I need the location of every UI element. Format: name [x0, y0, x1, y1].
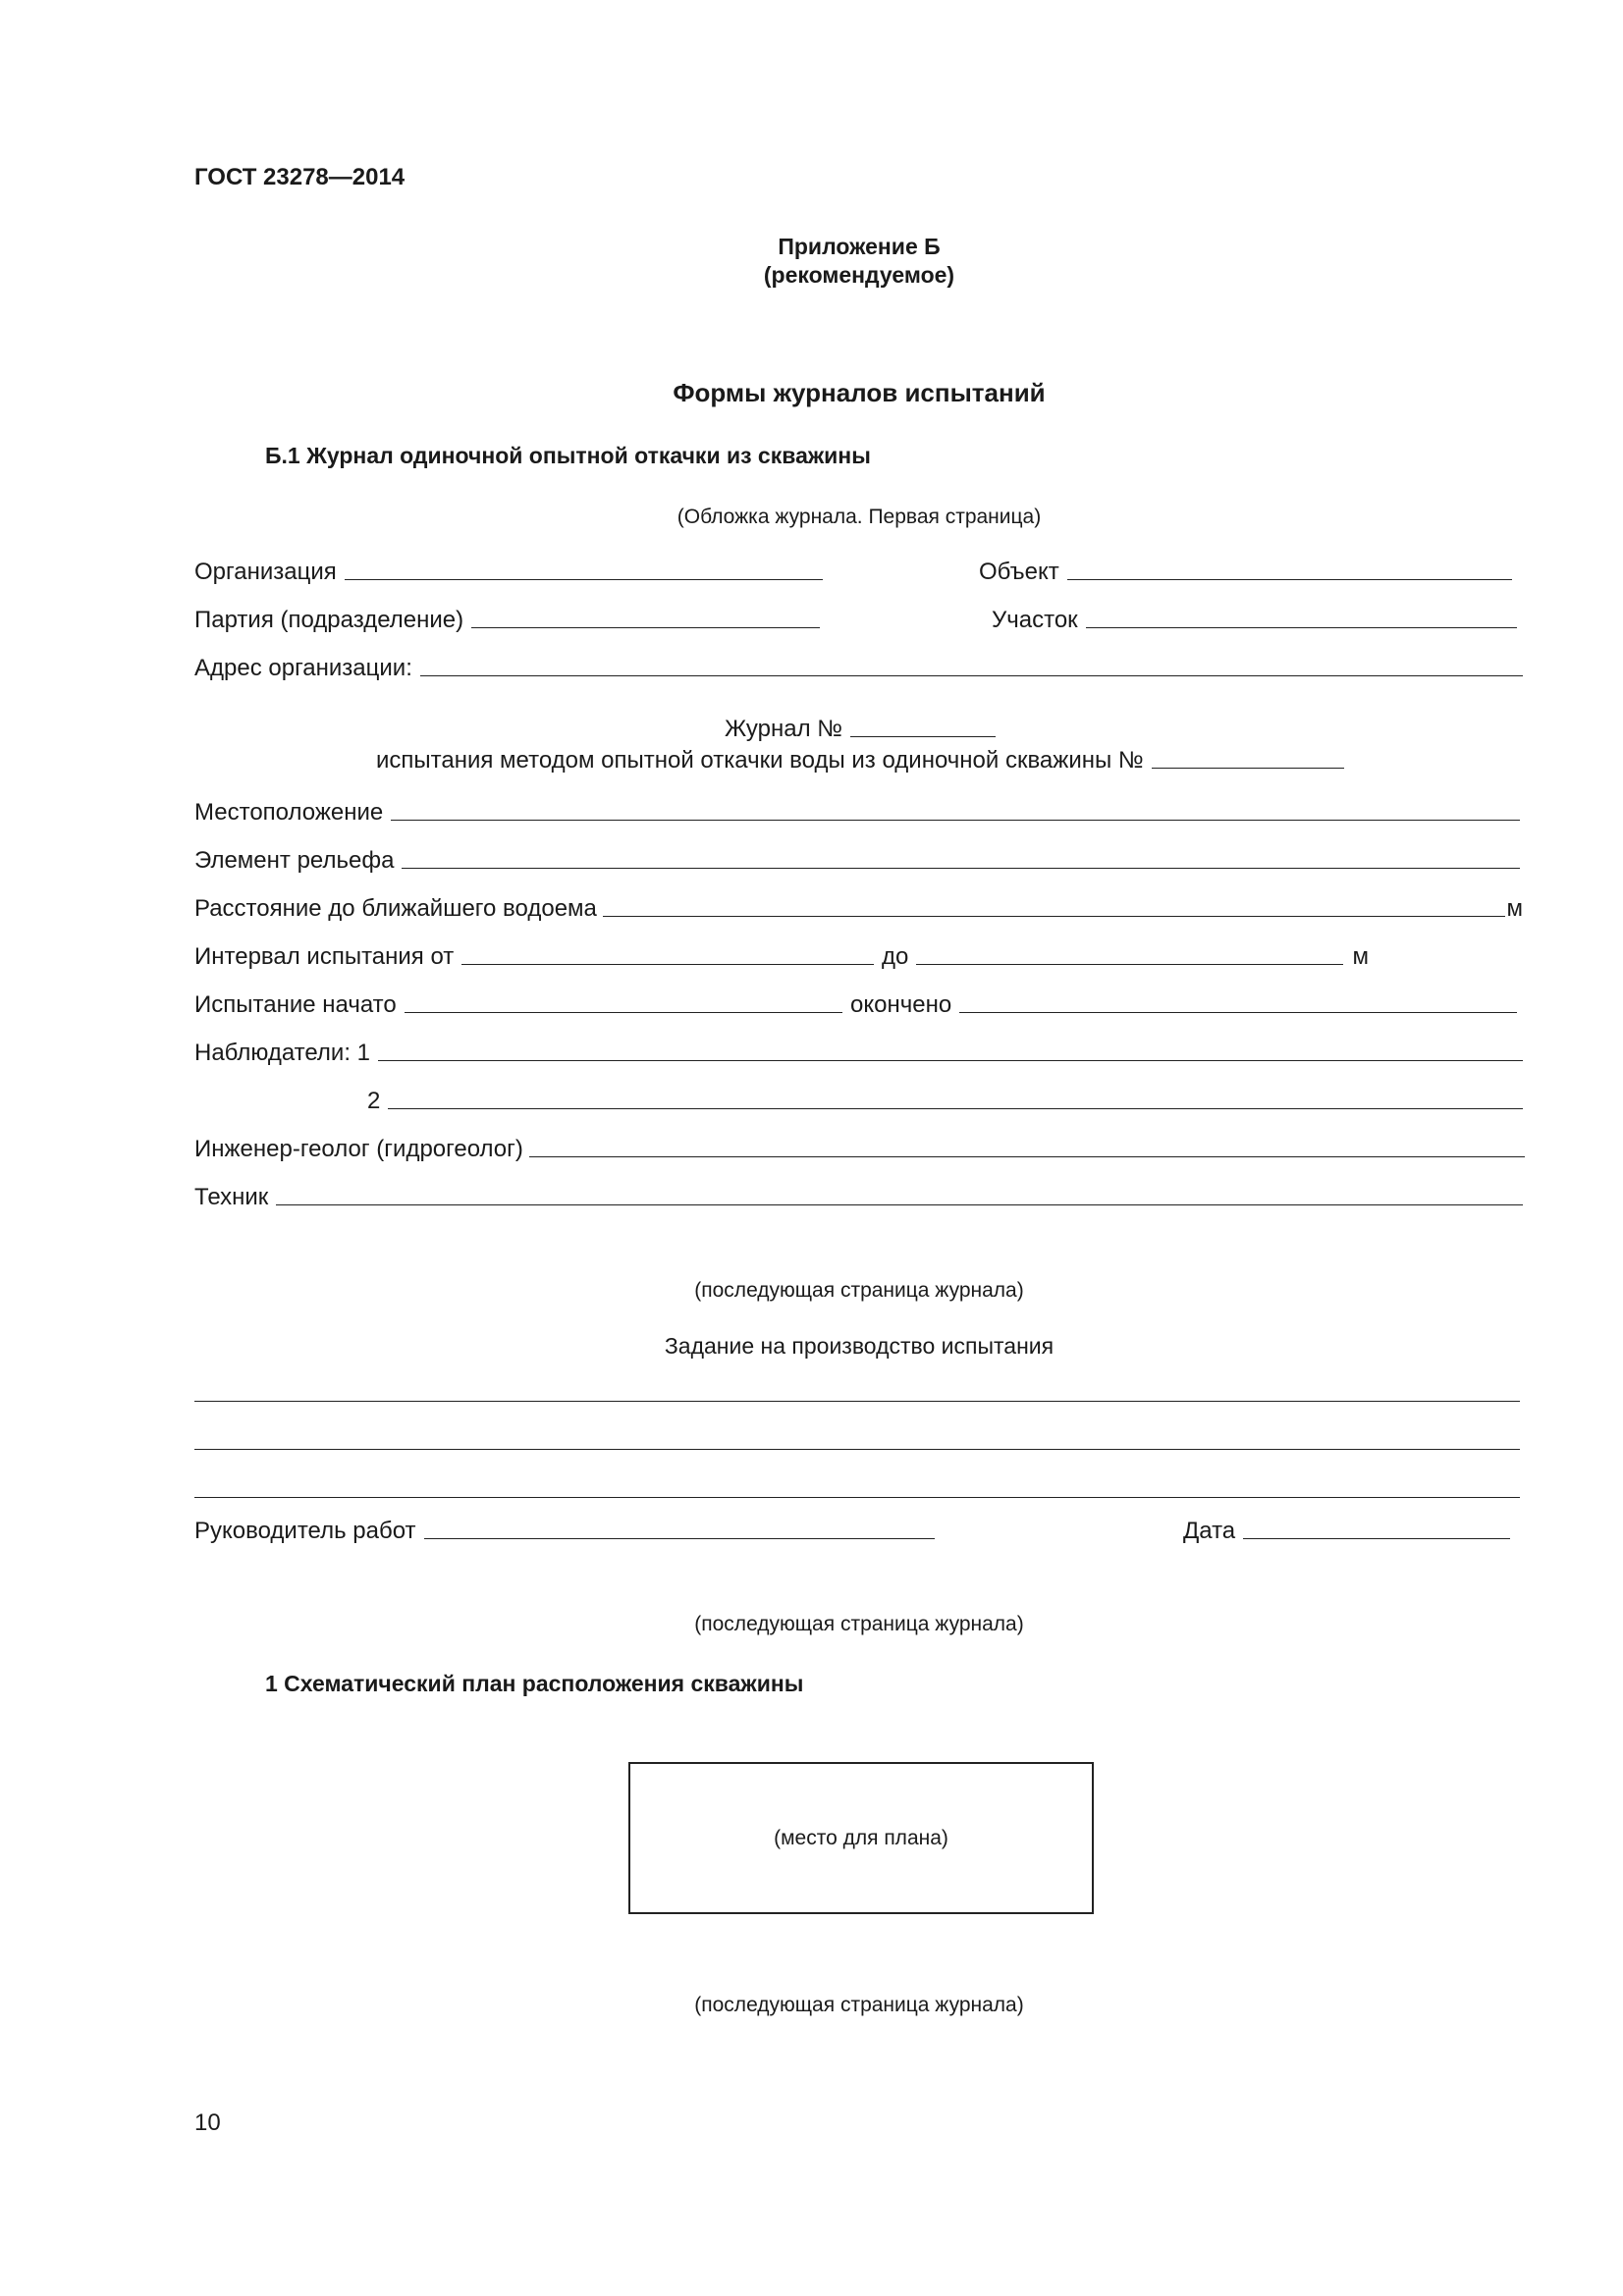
page-number: 10: [194, 2109, 221, 2136]
finished-line[interactable]: [959, 1012, 1517, 1013]
appendix-subtitle: (рекомендуемое): [763, 262, 955, 288]
started-label: Испытание начато: [194, 991, 397, 1018]
section-title: Формы журналов испытаний: [673, 378, 1046, 407]
cover-note: (Обложка журнала. Первая страница): [676, 506, 1042, 528]
organization-line[interactable]: [345, 579, 823, 580]
site-line[interactable]: [1086, 627, 1517, 628]
well-number-line[interactable]: [1152, 768, 1344, 769]
location-line[interactable]: [391, 820, 1520, 821]
journal-number-field[interactable]: [725, 712, 996, 743]
party-label: Партия (подразделение): [194, 607, 464, 633]
task-line-3[interactable]: [194, 1497, 1520, 1498]
technician-line[interactable]: [276, 1204, 1523, 1205]
next-page-note-1: (последующая страница журнала): [694, 1279, 1024, 1302]
subsection-title: Б.1 Журнал одиночной опытной откачки из скважины: [265, 443, 871, 468]
observer-2-line[interactable]: [388, 1108, 1523, 1109]
task-line-1[interactable]: [194, 1401, 1520, 1402]
technician-label: Техник: [194, 1184, 269, 1210]
technician-field[interactable]: [194, 1180, 1523, 1211]
address-line[interactable]: [420, 675, 1523, 676]
appendix-title: Приложение Б: [778, 234, 941, 259]
relief-label: Элемент рельефа: [194, 847, 395, 874]
task-line-2[interactable]: [194, 1449, 1520, 1450]
finished-label: окончено: [850, 991, 952, 1018]
next-page-note-2: (последующая страница журнала): [694, 1613, 1024, 1635]
manager-field[interactable]: [194, 1514, 935, 1545]
interval-to-line[interactable]: [916, 964, 1342, 965]
journal-number-label: Журнал №: [725, 716, 842, 742]
engineer-line[interactable]: [529, 1156, 1525, 1157]
interval-unit: м: [1352, 943, 1369, 970]
finished-field[interactable]: [850, 988, 1517, 1019]
observer-1-field[interactable]: [194, 1036, 1523, 1067]
plan-heading: 1 Схематический план расположения скважины: [265, 1671, 804, 1696]
plan-placeholder: (место для плана): [774, 1826, 948, 1849]
journal-title-field[interactable]: [376, 743, 1344, 774]
manager-line[interactable]: [424, 1538, 935, 1539]
task-title: Задание на производство испытания: [664, 1333, 1055, 1359]
standard-number: ГОСТ 23278—2014: [194, 164, 406, 190]
location-field[interactable]: [194, 795, 1520, 827]
distance-label: Расстояние до ближайшего водоема: [194, 895, 597, 922]
date-line[interactable]: [1243, 1538, 1510, 1539]
site-label: Участок: [992, 607, 1078, 633]
engineer-field[interactable]: [194, 1132, 1525, 1163]
interval-from-line[interactable]: [461, 964, 874, 965]
address-label: Адрес организации:: [194, 655, 412, 681]
organization-field[interactable]: [194, 555, 823, 586]
started-line[interactable]: [405, 1012, 842, 1013]
address-field[interactable]: [194, 651, 1523, 682]
date-label: Дата: [1183, 1518, 1236, 1544]
distance-unit: м: [1506, 895, 1523, 922]
observers-label: Наблюдатели: 1: [194, 1040, 371, 1066]
date-field[interactable]: [1183, 1514, 1510, 1545]
distance-field[interactable]: [194, 891, 1523, 923]
started-field[interactable]: [194, 988, 842, 1019]
party-line[interactable]: [471, 627, 820, 628]
interval-to-field[interactable]: [882, 939, 1369, 971]
site-field[interactable]: [992, 603, 1517, 634]
party-field[interactable]: [194, 603, 820, 634]
object-line[interactable]: [1067, 579, 1512, 580]
plan-box[interactable]: [628, 1762, 1094, 1914]
relief-field[interactable]: [194, 843, 1520, 875]
journal-number-line[interactable]: [850, 736, 996, 737]
object-field[interactable]: [979, 555, 1512, 586]
next-page-note-3: (последующая страница журнала): [694, 1994, 1024, 2016]
observer-2-field[interactable]: [367, 1084, 1523, 1115]
interval-from-field[interactable]: [194, 939, 874, 971]
journal-title-label: испытания методом опытной откачки воды из одиночной скважины №: [376, 747, 1144, 774]
organization-label: Организация: [194, 559, 337, 585]
observer-1-line[interactable]: [378, 1060, 1523, 1061]
relief-line[interactable]: [402, 868, 1520, 869]
interval-to-label: до: [882, 943, 909, 970]
location-label: Местоположение: [194, 799, 384, 826]
object-label: Объект: [979, 559, 1059, 585]
distance-line[interactable]: [603, 916, 1505, 917]
interval-from-label: Интервал испытания от: [194, 943, 455, 970]
manager-label: Руководитель работ: [194, 1518, 416, 1544]
observer-2-label: 2: [367, 1088, 381, 1114]
engineer-label: Инженер-геолог (гидрогеолог): [194, 1136, 523, 1162]
